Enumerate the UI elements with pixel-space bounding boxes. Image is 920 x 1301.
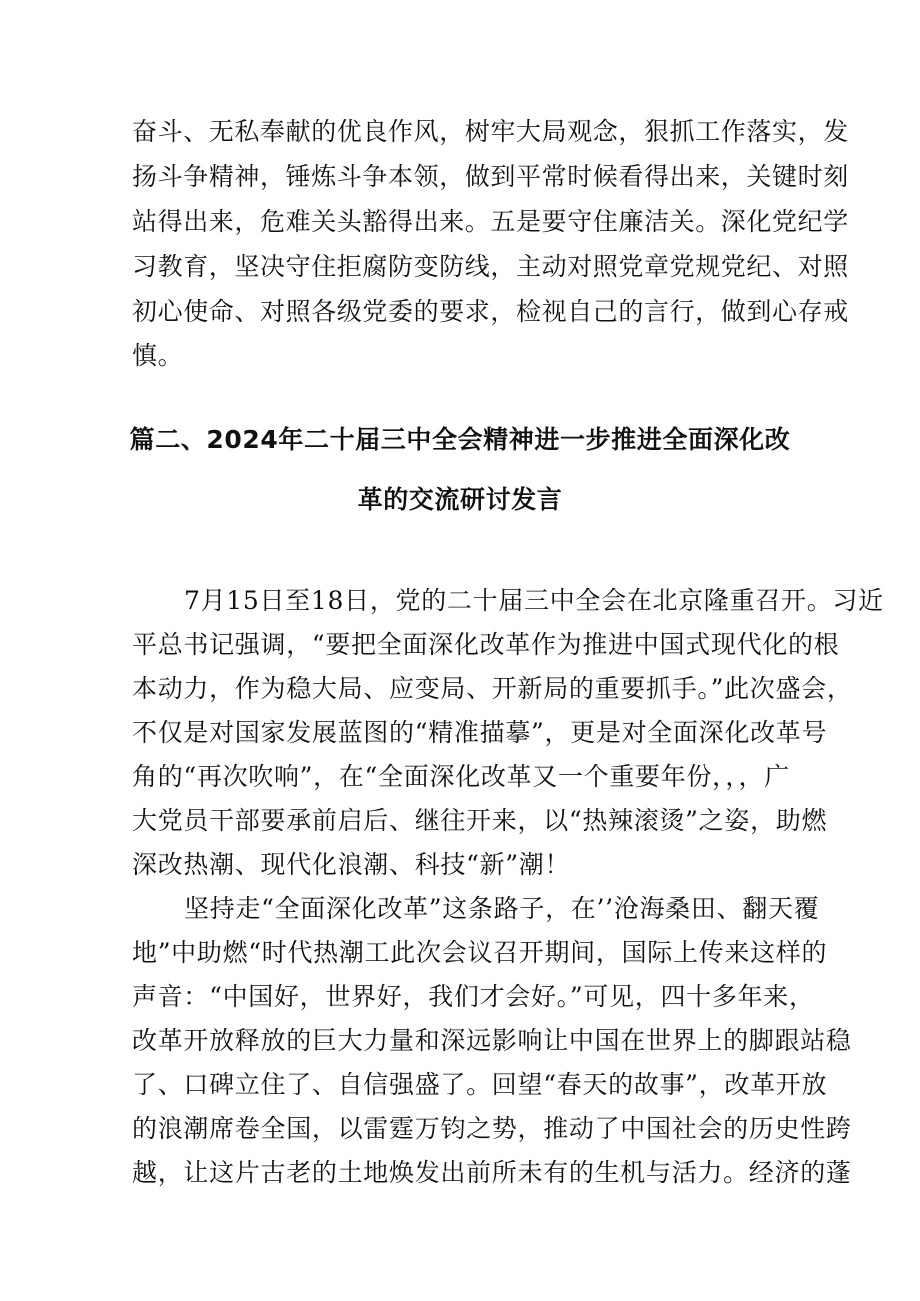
text-line: 越，让这片古老的土地焕发出前所未有的生机与活力。经济的蓬	[132, 1158, 852, 1187]
text-line: 慎。	[132, 341, 184, 370]
text-line: 坚持走“全面深化改革”这条路子，在’’沧海桑田、翻天覆	[184, 894, 820, 923]
heading-line-1: 篇二、2024年二十届三中全会精神进一步推进全面深化改	[129, 425, 791, 454]
text-line: 不仅是对国家发展蓝图的“精准描摹”，更是对全面深化改革号	[132, 718, 828, 747]
text-line: 初心使命、对照各级党委的要求，检视自己的言行，做到心存戒	[132, 297, 849, 326]
text-line: 了、口碑立住了、自信强盛了。回望“春天的故事”，改革开放	[132, 1070, 828, 1099]
text-line: 本动力，作为稳大局、应变局、开新局的重要抓手。”此次盛会，	[132, 674, 853, 703]
heading-line-2: 革的交流研讨发言	[357, 485, 563, 514]
text-line: 站得出来，危难关头豁得出来。五是要守住廉洁关。深化党纪学	[132, 207, 849, 236]
text-line: 大党员干部要承前启后、继往开来，以“热辣滚烫”之姿，助燃	[132, 806, 828, 835]
text-line: 平总书记强调，“要把全面深化改革作为推进中国式现代化的根	[132, 630, 840, 659]
text-line: 声音：“中国好，世界好，我们才会好。”可见，四十多年来，	[132, 982, 815, 1011]
text-line: 习教育，坚决守住拒腐防变防线，主动对照党章党规党纪、对照	[132, 252, 849, 281]
text-line: 扬斗争精神，锤炼斗争本领，做到平常时候看得出来，关键时刻	[132, 162, 849, 191]
text-line: 角的“再次吹响”，在“全面深化改革又一个重要年份，，，广	[132, 762, 790, 791]
text-line: 奋斗、无私奉献的优良作风，树牢大局观念，狠抓工作落实，发	[132, 117, 849, 146]
text-line: 7月15日至18日，党的二十届三中全会在北京隆重召开。习近	[184, 586, 884, 615]
text-line: 深改热潮、现代化浪潮、科技“新”潮！	[132, 850, 571, 879]
text-line: 的浪潮席卷全国，以雷霆万钧之势，推动了中国社会的历史性跨	[132, 1114, 852, 1143]
text-line: 地”中助燃“时代热潮工此次会议召开期间，国际上传来这样的	[132, 938, 828, 967]
text-line: 改革开放释放的巨大力量和深远影响让中国在世界上的脚跟站稳	[132, 1026, 852, 1055]
